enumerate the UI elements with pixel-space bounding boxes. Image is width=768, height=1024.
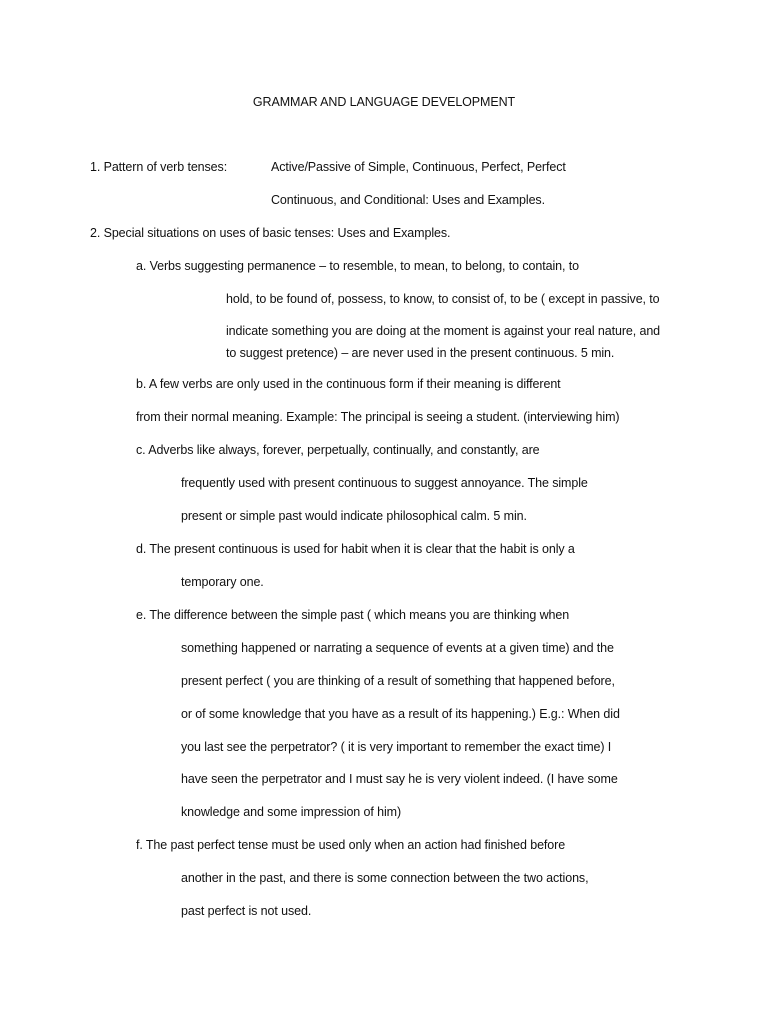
item-a-line3: indicate something you are doing at the moment is against your real nature, and <box>226 324 661 338</box>
item1-line2: Continuous, and Conditional: Uses and Examples. <box>271 193 545 207</box>
item-c-line2: frequently used with present continuous to suggest annoyance. The simple <box>181 476 588 490</box>
item-c-line1: c. Adverbs like always, forever, perpetually, continually, and constantly, are <box>136 443 540 457</box>
item-c-line3: present or simple past would indicate philosophical calm. 5 min. <box>181 509 527 523</box>
item-e-line1: e. The difference between the simple past ( which means you are thinking when <box>136 608 570 622</box>
item-f-line3: past perfect is not used. <box>181 904 312 918</box>
item-b-line1: b. A few verbs are only used in the continuous form if their meaning is different <box>136 377 561 391</box>
item-f-line2: another in the past, and there is some connection between the two actions, <box>181 871 589 885</box>
item-a-line1: a. Verbs suggesting permanence – to resemble, to mean, to belong, to contain, to <box>136 259 579 273</box>
document-title: GRAMMAR AND LANGUAGE DEVELOPMENT <box>252 95 516 109</box>
item-b-line2: from their normal meaning. Example: The principal is seeing a student. (interviewing him) <box>136 410 620 424</box>
item-e-line6: have seen the perpetrator and I must say he is very violent indeed. (I have some <box>181 772 618 786</box>
item-d-line1: d. The present continuous is used for habit when it is clear that the habit is only a <box>136 542 575 556</box>
item-e-line4: or of some knowledge that you have as a result of its happening.) E.g.: When did <box>181 707 620 721</box>
item-e-line2: something happened or narrating a sequence of events at a given time) and the <box>181 641 614 655</box>
item-e-line3: present perfect ( you are thinking of a result of something that happened before, <box>181 674 615 688</box>
item-e-line7: knowledge and some impression of him) <box>181 805 402 819</box>
item-a-line4: to suggest pretence) – are never used in the present continuous. 5 min. <box>226 346 615 360</box>
item2-label: 2. Special situations on uses of basic tenses: Uses and Examples. <box>90 226 451 240</box>
item-a-line2: hold, to be found of, possess, to know, to consist of, to be ( except in passive, to <box>226 292 660 306</box>
item1-line1: Active/Passive of Simple, Continuous, Perfect, Perfect <box>271 160 566 174</box>
item1-label: 1. Pattern of verb tenses: <box>90 160 228 174</box>
item-f-line1: f. The past perfect tense must be used only when an action had finished before <box>136 838 566 852</box>
item-d-line2: temporary one. <box>181 575 264 589</box>
item-e-line5: you last see the perpetrator? ( it is very important to remember the exact time) I <box>181 740 612 754</box>
